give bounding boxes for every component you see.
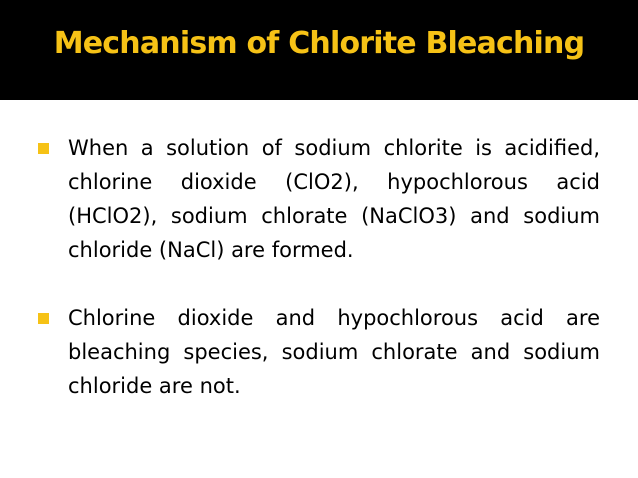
bullet-item xyxy=(38,301,600,403)
title-bar xyxy=(0,0,638,100)
bullet-text: Chlorine dioxide and hypochlorous acid are bleaching species, sodium chlorate and sodium chloride are not. xyxy=(68,306,600,398)
square-bullet-icon xyxy=(38,143,49,154)
bullet-text: When a solution of sodium chlorite is acidified, chlorine dioxide (ClO2), hypochlorous acid (HClO2), sodium chlorate (NaClO3) and sodium chloride (NaCl) are formed. xyxy=(68,136,600,262)
square-bullet-icon xyxy=(38,313,49,324)
bullet-item xyxy=(38,131,600,267)
slide-body xyxy=(38,131,600,403)
slide-title: Mechanism of Chlorite Bleaching xyxy=(53,25,585,61)
